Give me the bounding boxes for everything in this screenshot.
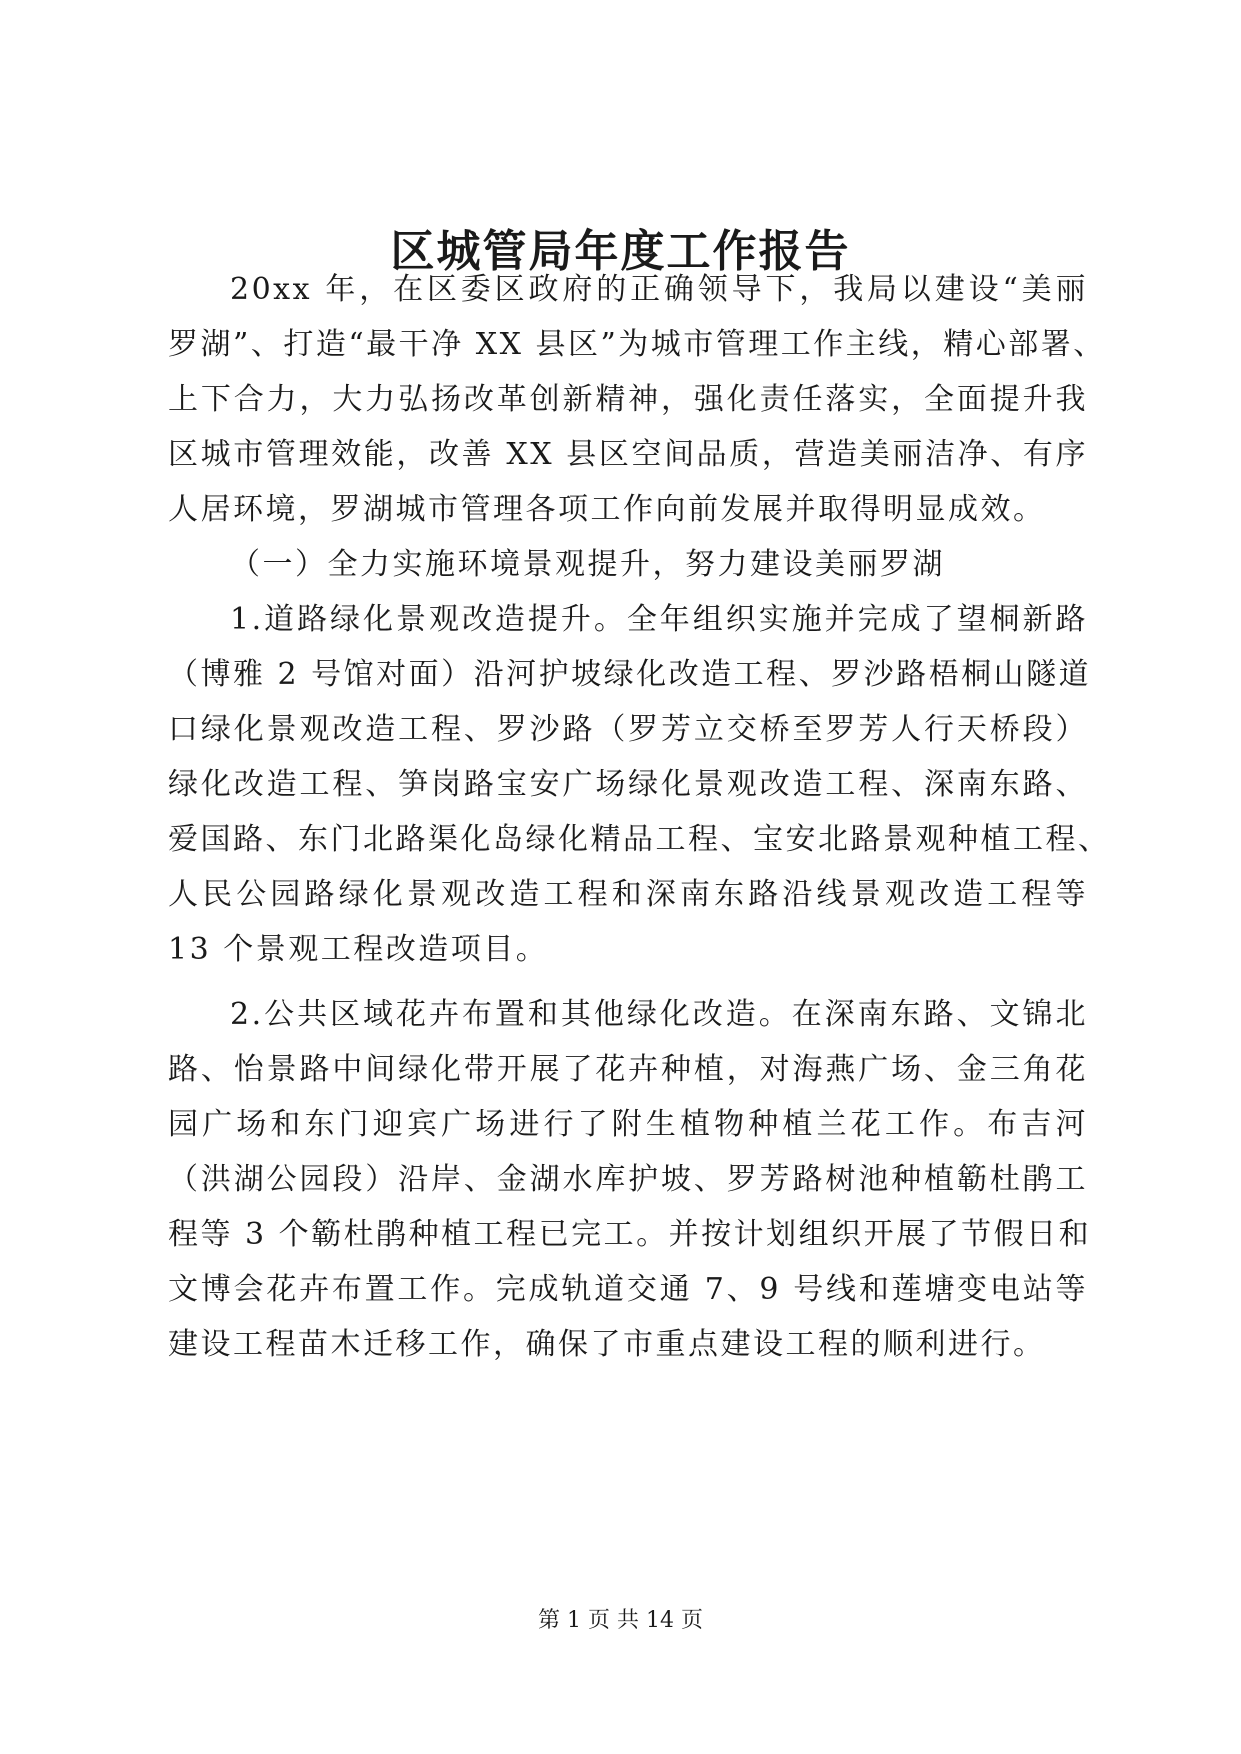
intro-line-2: 罗湖”、打造“最干净 XX 县区”为城市管理工作主线，精心部署、: [168, 327, 1106, 362]
item2-line-7: 建设工程苗木迁移工作，确保了市重点建设工程的顺利进行。: [168, 1327, 1046, 1362]
item1-line-6: 人民公园路绿化景观改造工程和深南东路沿线景观改造工程等: [168, 877, 1088, 912]
intro-line-4: 区城市管理效能，改善 XX 县区空间品质，营造美丽洁净、有序: [168, 437, 1088, 472]
item1-line-3: 口绿化景观改造工程、罗沙路（罗芳立交桥至罗芳人行天桥段）: [168, 712, 1088, 747]
item2-line-3: 园广场和东门迎宾广场进行了附生植物种植兰花工作。布吉河: [168, 1107, 1088, 1142]
item2-line-6: 文博会花卉布置工作。完成轨道交通 7、9 号线和莲塘变电站等: [168, 1272, 1088, 1307]
intro-line-5: 人居环境，罗湖城市管理各项工作向前发展并取得明显成效。: [168, 492, 1046, 527]
section-heading: （一）全力实施环境景观提升，努力建设美丽罗湖: [230, 547, 945, 582]
item1-line-1: 1.道路绿化景观改造提升。全年组织实施并完成了望桐新路: [230, 602, 1088, 637]
item1-line-7: 13 个景观工程改造项目。: [168, 932, 549, 967]
intro-line-3: 上下合力，大力弘扬改革创新精神，强化责任落实，全面提升我: [168, 382, 1088, 417]
item2-line-2: 路、怡景路中间绿化带开展了花卉种植，对海燕广场、金三角花: [168, 1052, 1088, 1087]
item1-line-2: （博雅 2 号馆对面）沿河护坡绿化改造工程、罗沙路梧桐山隧道: [168, 657, 1092, 692]
item2-line-1: 2.公共区域花卉布置和其他绿化改造。在深南东路、文锦北: [230, 997, 1088, 1032]
item2-line-5: 程等 3 个簕杜鹃种植工程已完工。并按计划组织开展了节假日和: [168, 1217, 1092, 1252]
item1-line-5: 爱国路、东门北路渠化岛绿化精品工程、宝安北路景观种植工程、: [168, 822, 1111, 857]
item1-line-4: 绿化改造工程、笋岗路宝安广场绿化景观改造工程、深南东路、: [168, 767, 1088, 802]
page-footer: 第 1 页 共 14 页: [538, 1608, 703, 1633]
item2-line-4: （洪湖公园段）沿岸、金湖水库护坡、罗芳路树池种植簕杜鹃工: [168, 1162, 1088, 1197]
intro-line-1: 20xx 年，在区委区政府的正确领导下，我局以建设“美丽: [230, 272, 1088, 307]
document-title: 区城管局年度工作报告: [390, 226, 851, 277]
